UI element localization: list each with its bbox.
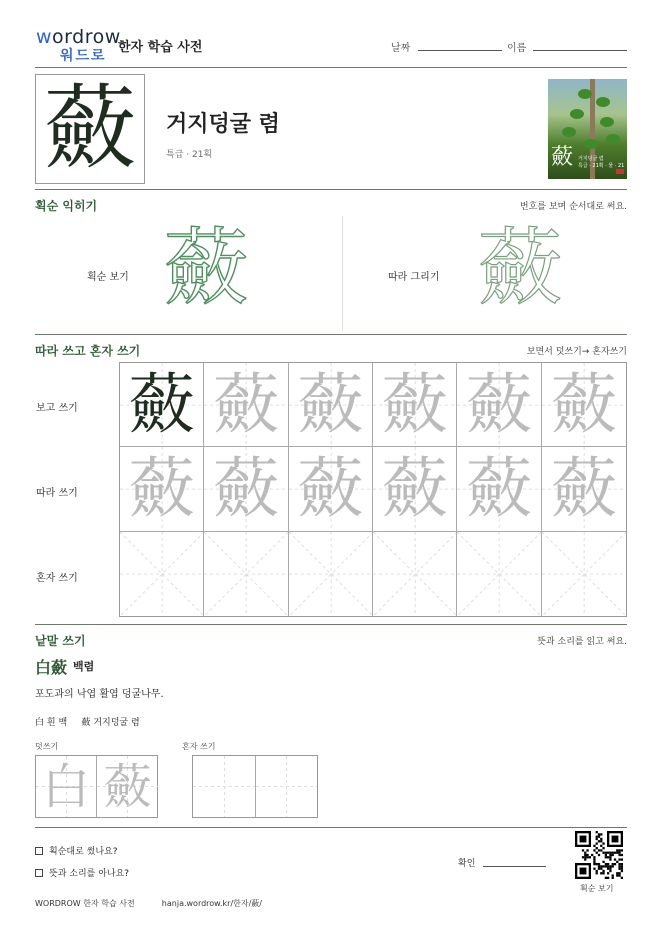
practice-cell[interactable] (289, 447, 373, 531)
qr-module (600, 849, 602, 851)
qr-module (618, 868, 620, 870)
word-divider (35, 827, 627, 828)
practice-cell[interactable] (542, 532, 626, 616)
qr-module (600, 845, 602, 847)
stroke-view-label: 획순 보기 (87, 272, 129, 283)
qr-module (593, 858, 595, 860)
meaning-reading: 거지덩굴 렴 (166, 112, 280, 137)
qr-module (602, 872, 604, 874)
qr-module (586, 849, 588, 851)
qr-module (600, 838, 602, 840)
qr-module (609, 865, 611, 867)
qr-module (600, 833, 602, 835)
qr-module (580, 868, 587, 875)
practice-glyph: 蘞 (381, 365, 448, 443)
qr-module (602, 870, 604, 872)
row-label-alone: 혼자 쓰기 (36, 573, 78, 584)
qr-module (618, 852, 620, 854)
qr-module (580, 836, 587, 843)
qr-module (605, 852, 607, 854)
name-field[interactable] (533, 50, 627, 51)
qr-module (607, 872, 609, 874)
photo-leaf (584, 139, 598, 149)
qr-module (616, 849, 618, 851)
practice-cell[interactable] (204, 532, 288, 616)
logo-text-w: w (36, 26, 53, 48)
practice-cell[interactable] (289, 532, 373, 616)
practice-glyph: 蘞 (381, 449, 448, 527)
qr-module (605, 865, 607, 867)
practice-glyph: 蘞 (465, 365, 532, 443)
qr-module (598, 865, 600, 867)
practice-cell[interactable] (457, 447, 541, 531)
word-definition: 포도과의 낙엽 활엽 덩굴나무. (35, 689, 164, 700)
plant-photo (548, 79, 627, 179)
photo-caption (578, 156, 624, 170)
header-divider (35, 67, 627, 68)
qr-module (618, 858, 620, 860)
word-trace-boxes (35, 755, 158, 818)
practice-cell[interactable] (542, 363, 626, 447)
qr-module (621, 849, 623, 851)
word-alone-cell[interactable] (193, 756, 256, 817)
qr-module (600, 868, 602, 870)
part1-char: 白 (35, 718, 45, 728)
photo-leaf (562, 127, 576, 137)
qr-module (614, 852, 616, 854)
qr-module (600, 872, 602, 874)
checklist-item-1[interactable] (35, 844, 118, 857)
stroke-section-title: 획순 익히기 (35, 199, 98, 213)
qr-module (598, 854, 600, 856)
brand-title: 한자 학습 사전 (118, 40, 203, 55)
cell-guides (256, 756, 317, 817)
logo-text-o: o (52, 26, 65, 48)
qr-module (602, 861, 604, 863)
qr-module (596, 872, 598, 874)
qr-module (614, 858, 616, 860)
qr-module (621, 868, 623, 870)
qr-module (586, 856, 588, 858)
practice-cell[interactable] (373, 447, 457, 531)
practice-cell[interactable] (289, 363, 373, 447)
qr-module (596, 847, 598, 849)
qr-module (618, 863, 620, 865)
date-label: 날짜 (391, 43, 411, 54)
checkbox[interactable] (35, 869, 43, 877)
practice-glyph: 蘞 (212, 449, 279, 527)
qr-code[interactable] (575, 831, 623, 879)
qr-module (609, 852, 611, 854)
qr-module (593, 849, 595, 851)
confirm-field[interactable] (483, 866, 546, 867)
footer-brand: WORDROW 한자 학습 사전 (35, 899, 135, 908)
qr-module (614, 863, 616, 865)
practice-glyph: 蘞 (297, 449, 364, 527)
qr-module (612, 852, 614, 854)
qr-module (618, 849, 620, 851)
checklist-item-2[interactable] (35, 866, 129, 879)
row-label-trace: 따라 쓰기 (36, 488, 78, 499)
word-parts (35, 715, 140, 728)
photo-leaf (570, 109, 584, 119)
qr-module (616, 852, 618, 854)
word-alone-boxes (192, 755, 318, 818)
qr-module (582, 849, 584, 851)
practice-glyph: 蘞 (297, 365, 364, 443)
photo-badge (616, 169, 624, 174)
qr-module (582, 856, 584, 858)
practice-cell[interactable] (542, 447, 626, 531)
main-character-box (35, 74, 145, 184)
footer (35, 898, 262, 909)
part2-char: 蘞 (81, 718, 91, 728)
word-trace-cell[interactable] (97, 756, 158, 817)
photo-leaf (596, 97, 610, 107)
word-trace-cell[interactable] (36, 756, 97, 817)
cell-guides (193, 756, 256, 817)
wordrow-logo[interactable] (36, 26, 121, 64)
part2-meaning: 거지덩굴 렴 (93, 718, 140, 728)
qr-module (618, 874, 620, 876)
qr-module (586, 854, 588, 856)
practice-glyph: 蘞 (128, 449, 195, 527)
name-label: 이름 (507, 43, 527, 54)
stroke-trace-character: 蘞 (478, 219, 563, 317)
qr-module (598, 863, 600, 865)
practice-glyph: 蘞 (465, 449, 532, 527)
photo-leaf (600, 117, 614, 127)
footer-url[interactable]: hanja.wordrow.kr/한자/蘞/ (161, 899, 262, 908)
cell-guides (204, 532, 288, 616)
qr-module (593, 863, 595, 865)
qr-module (584, 858, 586, 860)
qr-module (596, 852, 598, 854)
qr-module (602, 852, 604, 854)
qr-module (596, 842, 598, 844)
qr-module (612, 877, 614, 879)
word-alone-cell[interactable] (256, 756, 317, 817)
practice-cell[interactable] (204, 363, 288, 447)
qr-module (589, 856, 591, 858)
qr-module (621, 865, 623, 867)
qr-module (607, 852, 609, 854)
qr-module (616, 872, 618, 874)
practice-cell[interactable] (120, 532, 204, 616)
qr-module (605, 877, 607, 879)
qr-module (605, 863, 607, 865)
cell-guides (457, 532, 541, 616)
cell-guides (542, 532, 626, 616)
qr-module (607, 865, 609, 867)
checklist-text-2: 뜻과 소리를 아나요? (49, 869, 130, 879)
stroke-section-divider (342, 216, 343, 330)
qr-module (609, 854, 611, 856)
qr-module (612, 874, 614, 876)
qr-module (607, 863, 609, 865)
qr-module (600, 840, 602, 842)
word-trace-glyph: 白 (41, 758, 90, 815)
qr-module (600, 865, 602, 867)
qr-module (605, 856, 607, 858)
qr-module (618, 865, 620, 867)
checkbox[interactable] (35, 847, 43, 855)
qr-module (621, 870, 623, 872)
qr-module (602, 847, 604, 849)
qr-module (609, 858, 611, 860)
stroke-order-diagram[interactable] (164, 219, 260, 322)
qr-module (609, 868, 611, 870)
qr-module (612, 863, 614, 865)
qr-label: 획순 보기 (580, 884, 614, 893)
logo-korean: 워드로 (60, 48, 107, 64)
qr-module (598, 868, 600, 870)
practice-grid (119, 362, 627, 617)
word-section-note: 뜻과 소리를 읽고 써요. (537, 637, 627, 647)
word-reading: 백렴 (73, 660, 95, 673)
qr-module (593, 868, 595, 870)
word-trace-label: 덧쓰기 (35, 742, 59, 751)
qr-module (618, 854, 620, 856)
cell-guides (289, 532, 373, 616)
qr-module (621, 858, 623, 860)
qr-module (596, 838, 598, 840)
cell-guides (373, 532, 457, 616)
qr-module (598, 840, 600, 842)
stroke-section-note: 번호를 보며 순서대로 써요. (519, 202, 627, 212)
stroke-trace-label: 따라 그리기 (388, 272, 440, 283)
practice-cell[interactable] (457, 363, 541, 447)
qr-module (591, 854, 593, 856)
stroke-divider (35, 334, 627, 335)
qr-module (616, 861, 618, 863)
practice-cell[interactable] (373, 532, 457, 616)
qr-module (621, 863, 623, 865)
qr-module (621, 854, 623, 856)
practice-cell[interactable] (120, 363, 204, 447)
hero-divider (35, 189, 627, 190)
qr-module (593, 861, 595, 863)
grade-strokes: 특급 · 21획 (166, 150, 213, 160)
qr-module (621, 877, 623, 879)
qr-module (593, 856, 595, 858)
checklist-text-1: 획순대로 썼나요? (49, 847, 118, 857)
qr-module (598, 849, 600, 851)
practice-glyph: 蘞 (550, 365, 617, 443)
qr-module (584, 854, 586, 856)
word-trace-glyph: 蘞 (103, 758, 152, 815)
qr-module (596, 831, 598, 833)
qr-module (612, 854, 614, 856)
qr-module (598, 833, 600, 835)
qr-module (598, 836, 600, 838)
practice-cell[interactable] (373, 363, 457, 447)
row-label-view: 보고 쓰기 (36, 403, 78, 414)
logo-text-rest: rdrow (64, 26, 121, 48)
qr-module (593, 845, 595, 847)
practice-glyph: 蘞 (550, 449, 617, 527)
qr-module (596, 863, 598, 865)
qr-module (596, 870, 598, 872)
photo-caption-line2: 특급 · 21획 · 물 · 21 (578, 163, 625, 169)
practice-section-title: 따라 쓰고 혼자 쓰기 (35, 344, 141, 358)
cell-guides (120, 532, 204, 616)
qr-module (612, 865, 614, 867)
qr-module (616, 874, 618, 876)
qr-module (584, 852, 586, 854)
qr-module (605, 854, 607, 856)
practice-cell[interactable] (120, 447, 204, 531)
practice-cell[interactable] (457, 532, 541, 616)
photo-leaf (578, 89, 592, 99)
qr-module (607, 856, 609, 858)
practice-cell[interactable] (204, 447, 288, 531)
practice-glyph: 蘞 (128, 365, 195, 443)
qr-module (607, 868, 609, 870)
word-section-title: 낱말 쓰기 (35, 634, 86, 648)
stroke-order-character: 蘞 (164, 219, 249, 317)
practice-divider (35, 624, 627, 625)
practice-glyph: 蘞 (212, 365, 279, 443)
qr-module (609, 870, 611, 872)
date-field[interactable] (418, 50, 502, 51)
part1-meaning: 흰 백 (46, 718, 68, 728)
qr-module (584, 856, 586, 858)
word-alone-label: 혼자 쓰기 (182, 742, 216, 751)
qr-code-graphic (575, 831, 623, 879)
qr-module (618, 872, 620, 874)
practice-section-note: 보면서 덧쓰기→ 혼자쓰기 (526, 347, 627, 357)
qr-module (612, 836, 619, 843)
qr-module (607, 877, 609, 879)
photo-leaf (606, 134, 620, 144)
qr-module (596, 836, 598, 838)
photo-character: 蘞 (551, 145, 574, 170)
confirm-label: 확인 (458, 859, 476, 869)
stroke-trace-diagram[interactable] (478, 219, 574, 322)
main-character: 蘞 (43, 75, 136, 182)
qr-module (602, 842, 604, 844)
word-hanja: 白蘞 (35, 658, 68, 677)
photo-caption-line1: 거지덩굴 렴 (578, 156, 604, 162)
qr-module (602, 865, 604, 867)
qr-module (609, 856, 611, 858)
